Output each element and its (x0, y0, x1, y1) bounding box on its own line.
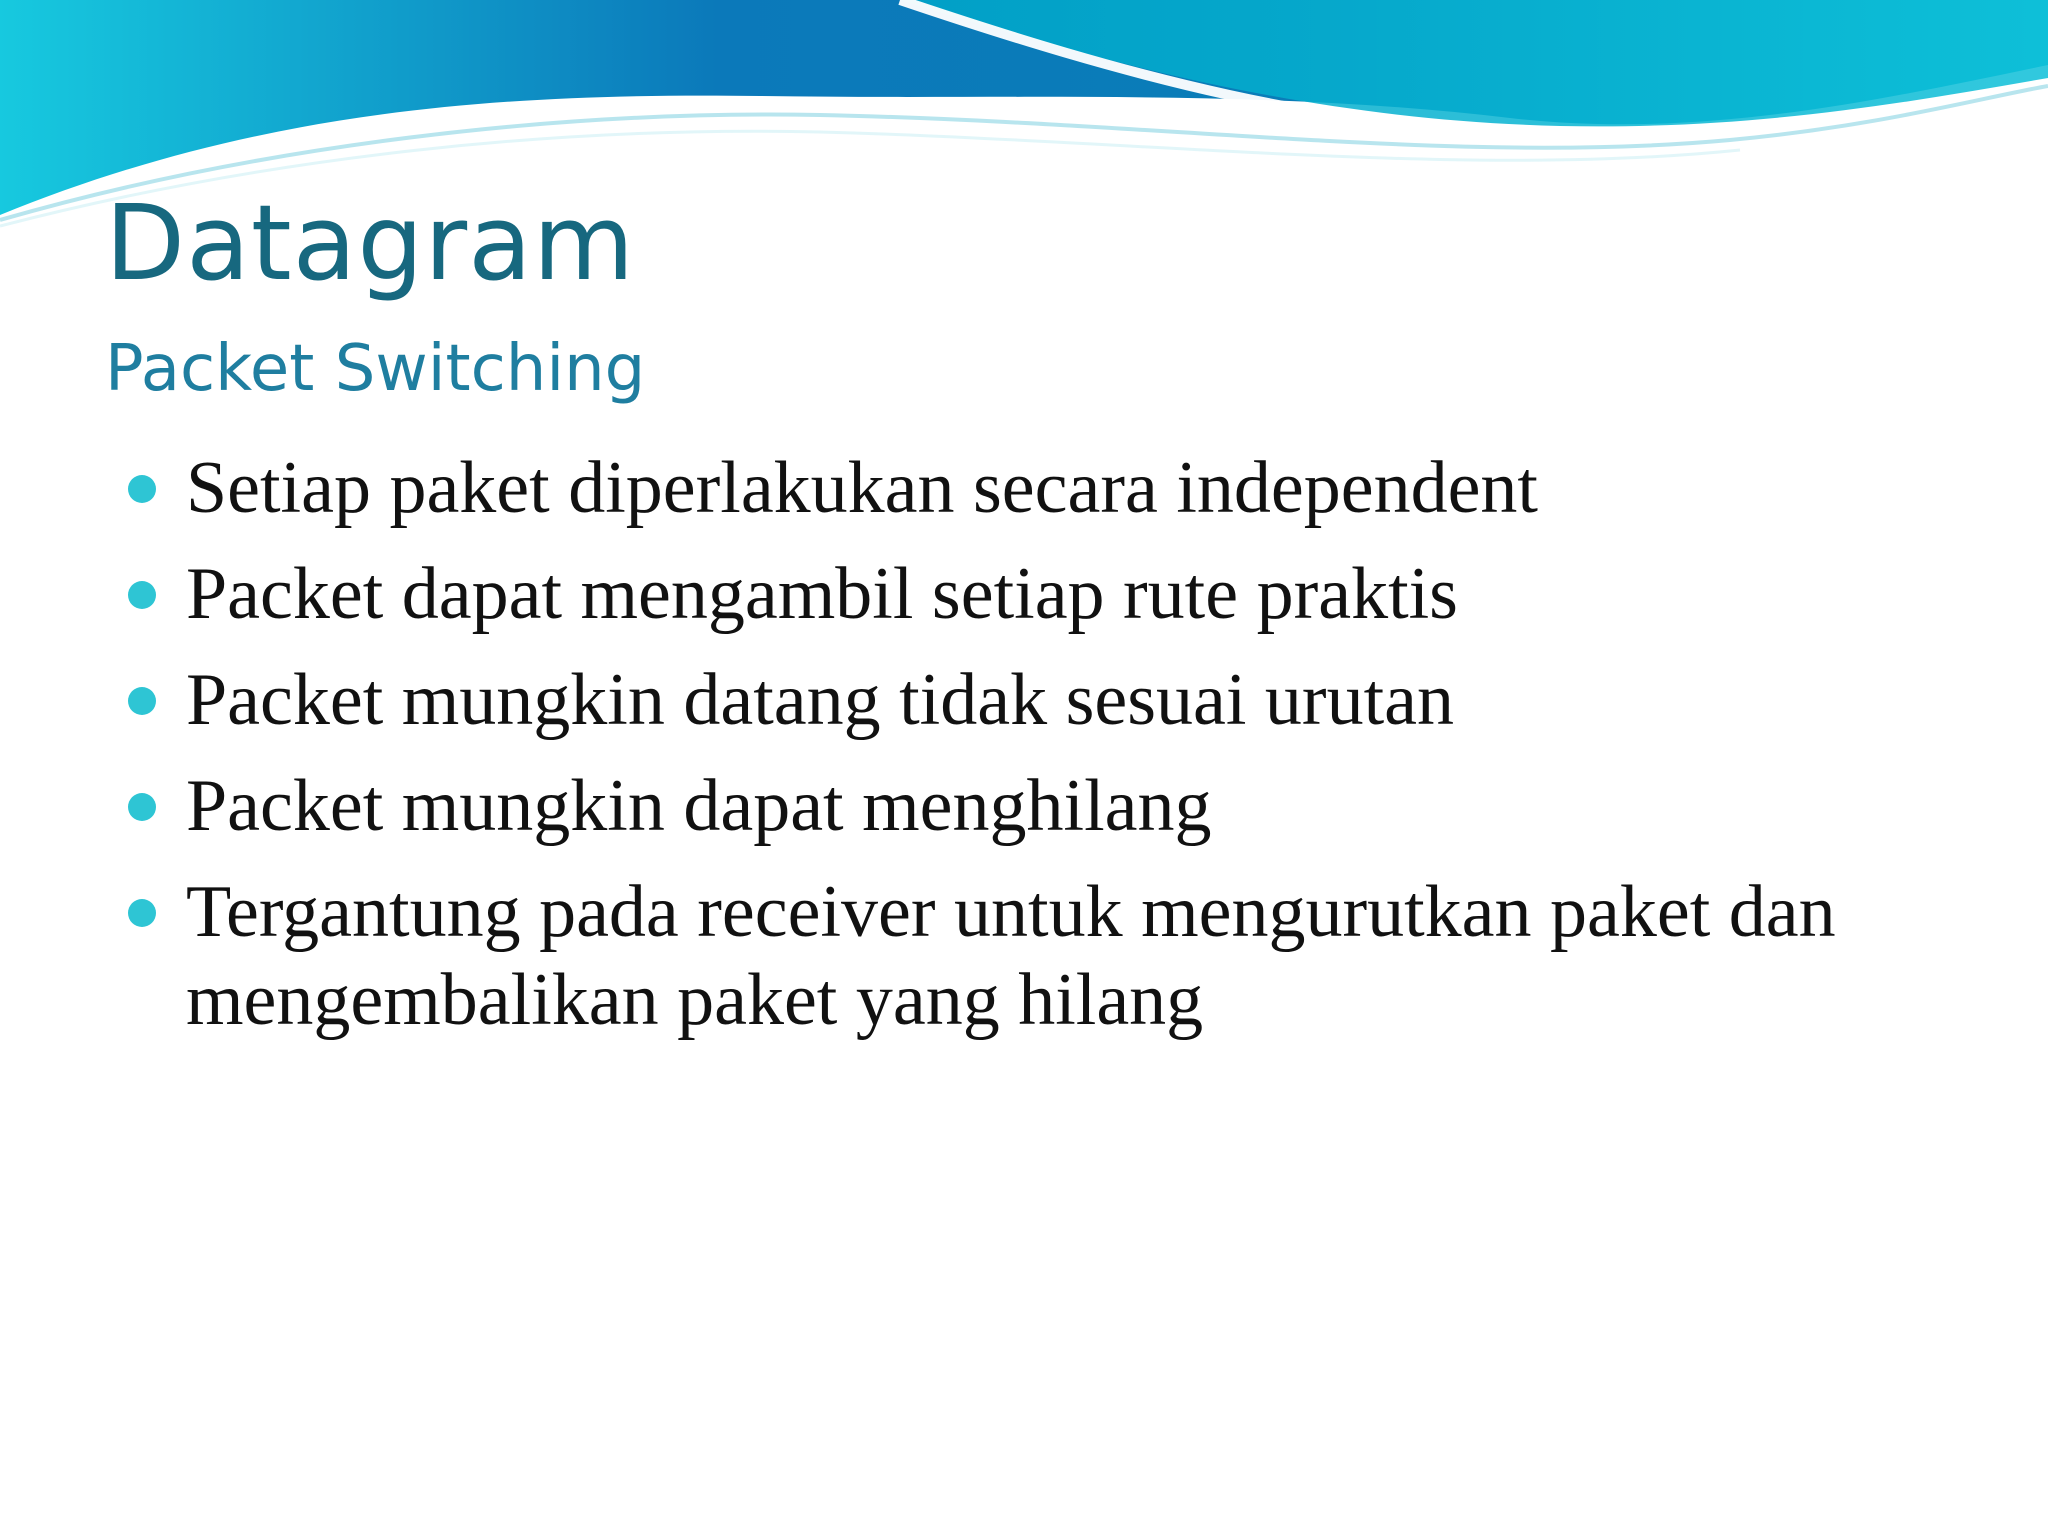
bullet-dot-icon (128, 793, 156, 821)
bullet-item (128, 444, 1988, 532)
bullet-dot-icon (128, 687, 156, 715)
bullet-text: Tergantung pada receiver untuk mengurutkan paket dan mengembalikan paket yang hilang (186, 871, 1836, 1041)
bullet-text: Packet dapat mengambil setiap rute praktis (186, 553, 1458, 635)
bullet-dot-icon (128, 899, 156, 927)
bullet-text: Setiap paket diperlakukan secara independent (186, 447, 1538, 529)
bullet-dot-icon (128, 581, 156, 609)
bullet-text: Packet mungkin dapat menghilang (186, 765, 1212, 847)
slide-title: Datagram (105, 182, 636, 304)
bullet-item (128, 762, 1988, 850)
bullet-item (128, 550, 1988, 638)
bullet-item (128, 656, 1988, 744)
bullet-list (128, 444, 1988, 1062)
bullet-item (128, 868, 1988, 1044)
slide-subtitle: Packet Switching (105, 332, 646, 406)
bullet-text: Packet mungkin datang tidak sesuai urutan (186, 659, 1454, 741)
bullet-dot-icon (128, 475, 156, 503)
